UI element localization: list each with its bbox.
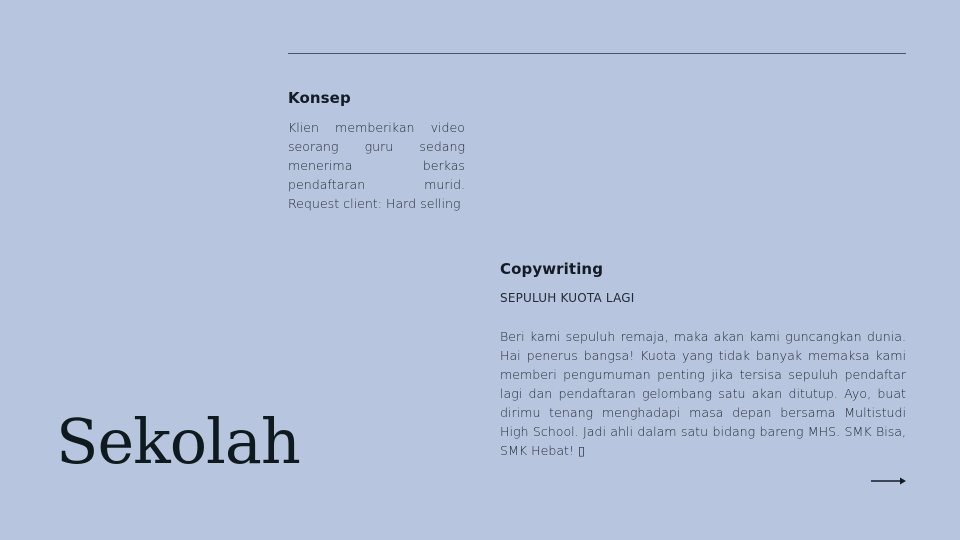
copywriting-heading: Copywriting [500,260,604,278]
copywriting-subtitle: SEPULUH KUOTA LAGI [500,291,635,305]
copywriting-text: Beri kami sepuluh remaja, maka akan kami guncangkan dunia. Hai penerus bangsa! Kuota yang tidak banyak memaksa kami memberi pengumuman penting jika tersisa sepuluh pendaftar lagi dan pendaftaran gelombang satu akan ditutup. Ayo, buat dirimu tenang menghadapi masa depan bersama Multistudi High School. Jadi ahli dalam satu bidang bareng MHS. SMK Bisa, SMK Hebat! ▯ [500,329,906,458]
konsep-description: Klien memberikan video seorang guru sedang menerima berkas pendaftaran murid. Request client: Hard selling [288,120,465,211]
konsep-heading: Konsep [288,89,351,107]
page-title: Sekolah [56,405,300,478]
arrow-right-icon[interactable] [870,474,907,488]
top-divider [288,53,906,54]
